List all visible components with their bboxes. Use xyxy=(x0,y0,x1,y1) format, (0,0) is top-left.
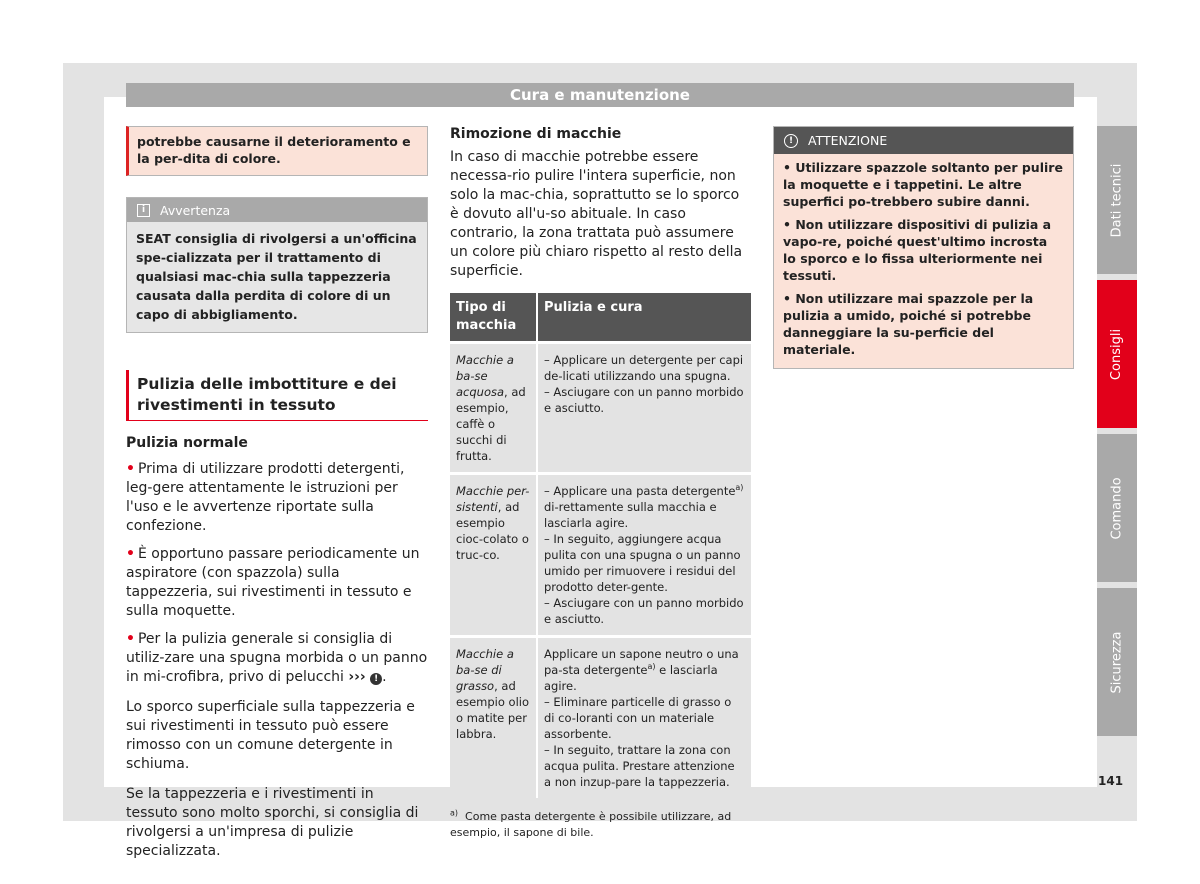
side-tab-comando[interactable]: Comando xyxy=(1097,434,1137,582)
footnote-mark: a) xyxy=(647,662,656,672)
stain-care-cell: – Applicare una pasta detergente$^{a)}$ di-rettamente sulla macchia e lasciarla agire. – In seguito, aggiungere acqua pulita con una spugna o un panno umido per rimuovere i residui del prodotto deter-gente. – Asciugare con un panno morbido e asciutto. xyxy=(537,474,751,637)
note-body: SEAT consiglia di rivolgersi a un'officina spe-cializzata per il trattamento di qualsiasi mac-chia sulla tappezzeria causata dalla perdita di colore di un capo di abbigliamento. xyxy=(136,231,417,322)
page-number: 141 xyxy=(1098,774,1124,788)
column-left xyxy=(126,126,428,861)
table-row xyxy=(450,474,751,637)
warning-body xyxy=(774,154,1073,368)
stain-removal-title: Rimozione di macchie xyxy=(450,126,622,142)
warning-item: • Utilizzare spazzole soltanto per pulire la moquette e i tappetini. Le altre superfici po-trebbero subire danni. xyxy=(783,160,1063,209)
cross-reference-arrows[interactable]: ››› xyxy=(348,669,366,685)
info-icon: i xyxy=(137,204,150,217)
warning-item: • Non utilizzare dispositivi di pulizia a vapo-re, poiché quest'ultimo incrosta lo sporco e lo fissa ulteriormente nei tessuti. xyxy=(783,217,1052,283)
table-row xyxy=(450,637,751,799)
table-row xyxy=(450,343,751,474)
note-title: Avvertenza xyxy=(160,202,231,218)
warning-reference-icon[interactable]: ! xyxy=(370,673,382,685)
bullet-dot-icon: • xyxy=(126,461,135,477)
list-item: • Per la pulizia generale si consiglia di utiliz-zare una spugna morbida o un panno in mi-crofibra, privo di pelucchi ››› ! . xyxy=(126,631,428,685)
continued-warning-box xyxy=(126,126,428,176)
stain-type-cell: Macchie a ba-se acquosa, ad esempio, caffè o succhi di frutta. xyxy=(450,343,537,474)
column-header-care: Pulizia e cura xyxy=(537,293,751,343)
side-tab-dati-tecnici[interactable]: Dati tecnici xyxy=(1097,126,1137,274)
column-middle xyxy=(450,126,751,841)
note-header xyxy=(127,198,427,222)
warning-icon: ! xyxy=(784,134,798,148)
continued-warning-text: potrebbe causarne il deterioramento e la per-dita di colore. xyxy=(137,134,411,166)
stain-care-cell: Applicare un sapone neutro o una pa-sta detergente$^{a)}$ e lasciarla agire. – Eliminare particelle di grasso o di co-loranti con un materiale assorbente. – In seguito, trattare la zona con acqua pulita. Prestare attenzione a non inzup-pare la tappezzeria. xyxy=(537,637,751,799)
table-footnote: $^{a)}$ Come pasta detergente è possibile utilizzare, ad esempio, il sapone di bile. xyxy=(450,808,732,839)
warning-header xyxy=(774,127,1073,154)
stain-removal-intro: In caso di macchie potrebbe essere necessa-rio pulire l'intera superficie, non solo la mac-chia, soprattutto se lo sporco è dovuto all'u-so abituale. In caso contrario, la zona trattata può assumere un colore più chiaro rispetto al resto della superficie. xyxy=(450,149,743,279)
list-item: • Prima di utilizzare prodotti detergenti, leg-gere attentamente le istruzioni per l'uso e le avvertenze riportate sulla confezione. xyxy=(126,461,405,534)
section-title: Pulizia delle imbottiture e dei rivestimenti in tessuto xyxy=(126,370,428,421)
bullet-dot-icon: • xyxy=(126,546,135,562)
table-header-row xyxy=(450,293,751,343)
paragraph: Lo sporco superficiale sulla tappezzeria e sui rivestimenti in tessuto può essere rimosso con un comune detergente in schiuma. xyxy=(126,699,415,772)
paragraph: Se la tappezzeria e i rivestimenti in tessuto sono molto sporchi, si consiglia di rivolgersi a un'impresa di pulizie specializzata. xyxy=(126,786,419,859)
side-tab-consigli[interactable]: Consigli xyxy=(1097,280,1137,428)
column-header-type: Tipo di macchia xyxy=(450,293,537,343)
chapter-title: Cura e manutenzione xyxy=(510,86,690,104)
chapter-header xyxy=(126,83,1074,107)
stain-type-cell: Macchie per-sistenti, ad esempio cioc-colato o truc-co. xyxy=(450,474,537,637)
warning-item: • Non utilizzare mai spazzole per la pulizia a umido, poiché si potrebbe danneggiare la su-perficie del materiale. xyxy=(783,291,1034,357)
side-tab-sicurezza[interactable]: Sicurezza xyxy=(1097,588,1137,736)
bullet-dot-icon: • xyxy=(126,631,135,647)
note-box xyxy=(126,197,428,333)
warning-title: ATTENZIONE xyxy=(808,133,888,148)
warning-box xyxy=(773,126,1074,369)
subheading: Pulizia normale xyxy=(126,435,248,451)
list-item: • È opportuno passare periodicamente un aspiratore (con spazzola) sulla tappezzeria, sui rivestimenti in tessuto e sulla moquette. xyxy=(126,546,420,619)
footnote-mark: a) xyxy=(735,483,744,493)
stain-care-cell: – Applicare un detergente per capi de-licati utilizzando una spugna. – Asciugare con un panno morbido e asciutto. xyxy=(537,343,751,474)
stain-table xyxy=(450,293,751,798)
stain-type-cell: Macchie a ba-se di grasso, ad esempio olio o matite per labbra. xyxy=(450,637,537,799)
column-right xyxy=(773,126,1074,369)
